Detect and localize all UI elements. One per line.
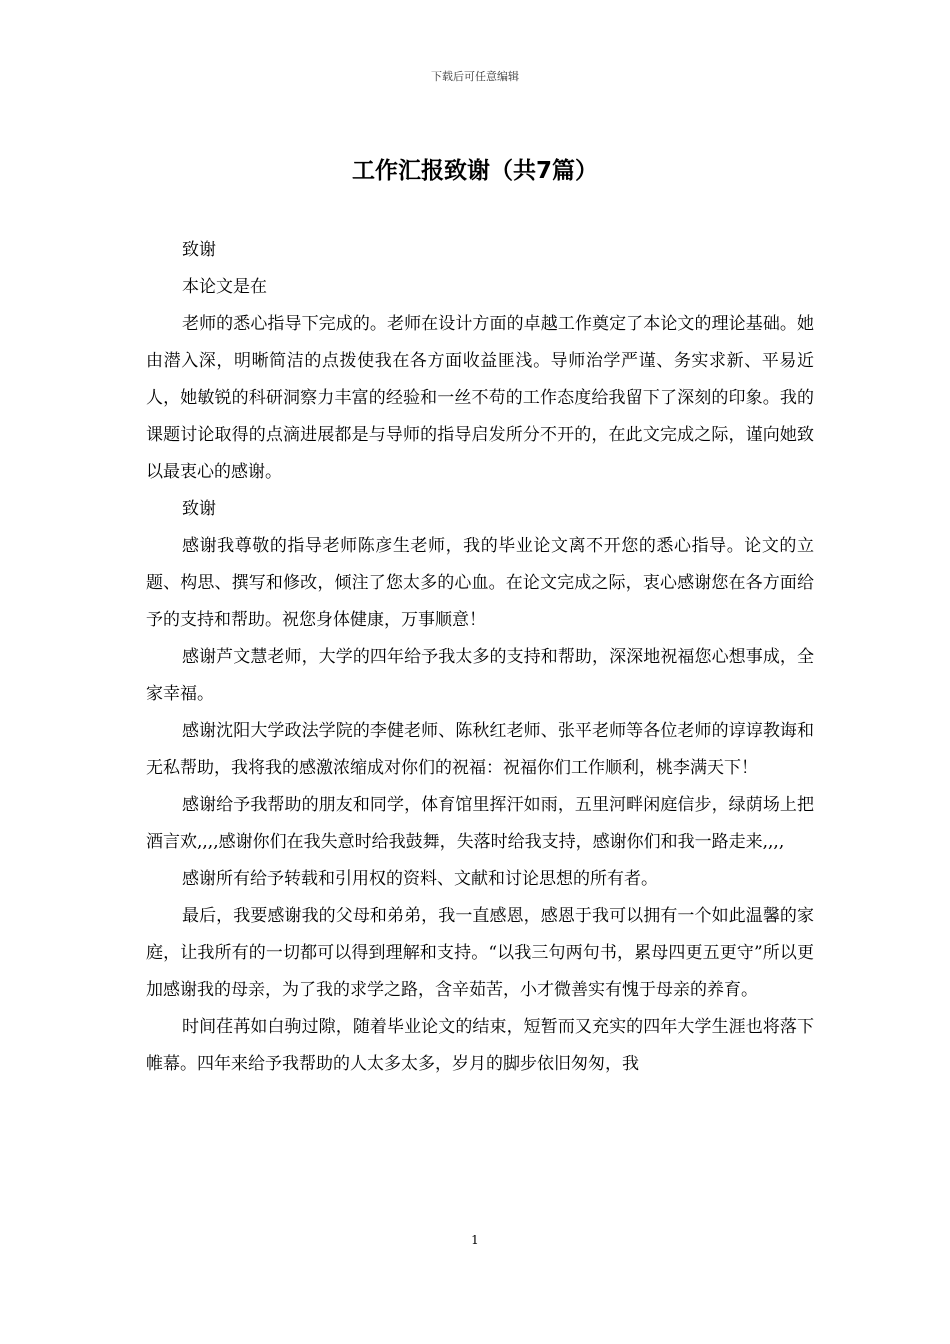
document-body <box>146 232 814 1083</box>
paragraph: 时间荏苒如白驹过隙，随着毕业论文的结束，短暂而又充实的四年大学生涯也将落下帷幕。四年来给予我帮助的人太多太多，岁月的脚步依旧匆匆，我 <box>146 1017 814 1074</box>
paragraph: 老师的悉心指导下完成的。老师在设计方面的卓越工作奠定了本论文的理论基础。她由潜入深，明晰简洁的点拨使我在各方面收益匪浅。导师治学严谨、务实求新、平易近人，她敏锐的科研洞察力丰富的经验和一丝不苟的工作态度给我留下了深刻的印象。我的课题讨论取得的点滴进展都是与导师的指导启发所分不开的，在此文完成之际，谨向她致以最衷心的感谢。 <box>146 314 814 482</box>
paragraph: 感谢沈阳大学政法学院的李健老师、陈秋红老师、张平老师等各位老师的谆谆教诲和无私帮助，我将我的感激浓缩成对你们的祝福：祝福你们工作顺利，桃李满天下！ <box>146 721 814 778</box>
page-number: 1 <box>471 1233 479 1247</box>
paragraph: 致谢 <box>182 240 216 260</box>
paragraph: 感谢我尊敬的指导老师陈彦生老师，我的毕业论文离不开您的悉心指导。论文的立题、构思、撰写和修改，倾注了您太多的心血。在论文完成之际，衷心感谢您在各方面给予的支持和帮助。祝您身体健康，万事顺意！ <box>146 536 814 630</box>
header-note: 下载后可任意编辑 <box>431 70 519 83</box>
paragraph: 感谢给予我帮助的朋友和同学，体育馆里挥汗如雨，五里河畔闲庭信步，绿荫场上把酒言欢,,,,感谢你们在我失意时给我鼓舞，失落时给我支持，感谢你们和我一路走来,,,, <box>146 795 814 852</box>
paragraph: 最后，我要感谢我的父母和弟弟，我一直感恩，感恩于我可以拥有一个如此温馨的家庭，让我所有的一切都可以得到理解和支持。“以我三句两句书，累母四更五更守”所以更加感谢我的母亲，为了我的求学之路，含辛茹苦，小才微善实有愧于母亲的养育。 <box>146 906 814 1000</box>
document-title: 工作汇报致谢（共7篇） <box>351 158 598 184</box>
paragraph: 本论文是在 <box>182 277 267 297</box>
paragraph: 致谢 <box>182 499 216 519</box>
paragraph: 感谢所有给予转载和引用权的资料、文献和讨论思想的所有者。 <box>182 869 658 889</box>
paragraph: 感谢芦文慧老师，大学的四年给予我太多的支持和帮助，深深地祝福您心想事成，全家幸福。 <box>146 647 814 704</box>
